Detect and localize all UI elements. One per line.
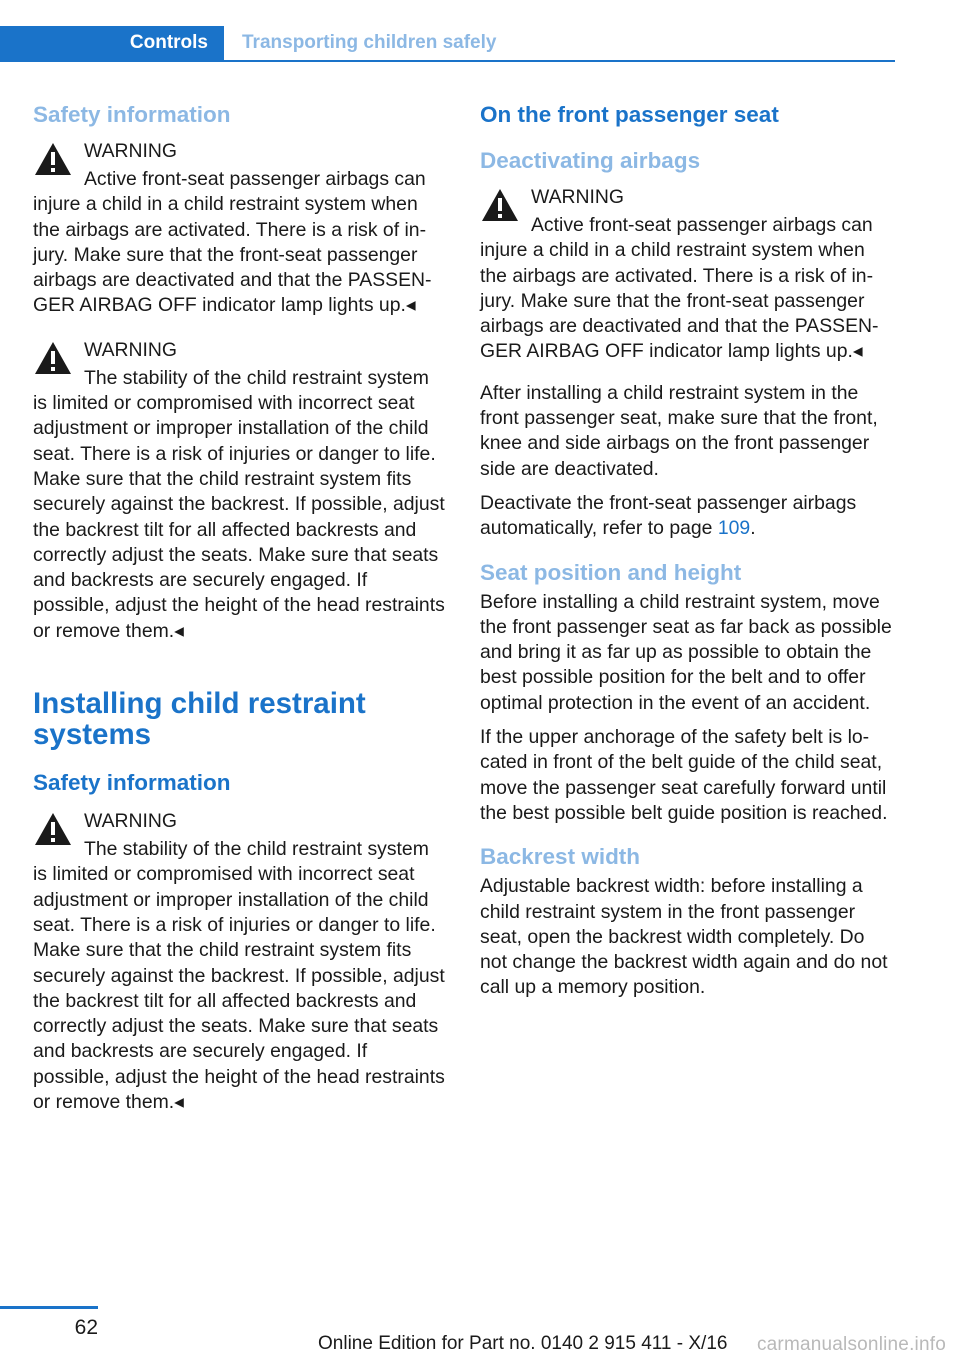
heading-deactivating-airbags: Deactivating airbags [480,148,701,173]
edition-text: Online Edition for Part no. 0140 2 915 411 - X/16 [318,1333,728,1354]
warning-block-stability [33,335,447,644]
warning-block-airbags [33,136,447,319]
heading-seat-position-and-height: Seat position and height [480,559,742,585]
heading-installing-child-restraint-systems: Installing child restraint systems [33,687,366,752]
paragraph-backrest-width: Adjustable backrest width: before installing a child restraint system in the front passenger seat, open the backrest width completely. Do not change the backrest width again and do not call up a memory position. [480,875,888,999]
heading-backrest-width: Backrest width [480,844,641,870]
warning-triangle-icon [33,810,73,848]
warning-title: WARNING [84,140,177,162]
heading-safety-information: Safety information [33,102,231,127]
warning-triangle-icon [33,339,73,377]
warning-text: Active front-seat passenger airbags can injure a child in a child restraint system when the airbags are activated. There is a risk of injury. Make sure that the front-seat passenger airbags are deactivated and that the PASSENGER AIRBAG OFF indicator lamp lights up.◂ [480,214,879,363]
footer-rule [0,1306,98,1309]
paragraph-upper-anchorage: If the upper anchorage of the safety belt is located in front of the belt guide of the child seat, move the passenger seat carefully forward until the best possible belt guide position is reached. [480,726,888,824]
page-header [0,26,895,62]
warning-title: WARNING [84,810,177,833]
warning-text: The stability of the child restraint system is limited or compromised with incorrect seat adjustment or improper installation of the child seat. There is a risk of injuries or danger to life. Make sure that the child restraint system fits securely against the backrest. If possible, adjust the backrest tilt for all affected backrests and correctly adjust the seats. Make sure that seats and backrests are securely engaged. If possible, adjust the height of the head restraints or remove them.◂ [33,366,445,642]
heading-safety-information-2: Safety information [33,770,231,796]
warning-block-stability-2 [33,806,447,1115]
warning-block-airbags-2 [480,182,894,365]
warning-triangle-icon [480,186,520,224]
paragraph-deactivate-automatically [480,491,894,542]
heading-on-front-passenger-seat: On the front passenger seat [480,102,779,127]
section-tab-controls[interactable]: Controls [0,26,224,60]
deactivate-text: Deactivate the front-seat passenger airbags automatically, refer to page [480,491,857,540]
watermark: carmanualsonline.info [756,1334,946,1355]
page-number: 62 [74,1316,98,1339]
warning-text: Active front-seat passenger airbags can injure a child in a child restraint system when the airbags are activated. There is a risk of injury. Make sure that the front-seat passenger airbags are deactivated and that the PASSENGER AIRBAG OFF indicator lamp lights up.◂ [33,168,432,317]
deactivate-suffix: . [750,517,756,540]
warning-text: The stability of the child restraint system is limited or compromised with incorrect seat adjustment or improper installation of the child seat. There is a risk of injuries or danger to life. Make sure that the child restraint system fits securely against the backrest. If possible, adjust the backrest tilt for all affected backrests and correctly adjust the seats. Make sure that seats and backrests are securely engaged. If possible, adjust the height of the head restraints or remove them.◂ [33,838,445,1114]
paragraph-seat-position: Before installing a child restraint system, move the front passenger seat as far back as possible and bring it as far up as possible to obtain the best possible position for the belt and to offer optimal protection in the event of an accident. [480,590,892,714]
paragraph-after-installing: After installing a child restraint system in the front passenger seat, make sure that the front, knee and side airbags on the front passenger side are deactivated. [480,381,878,480]
header-rule [0,60,895,62]
page-reference-link[interactable]: 109 [717,517,751,540]
chapter-title[interactable]: Transporting children safely [242,32,497,53]
left-column [33,98,447,1131]
right-column [480,98,894,1010]
warning-title: WARNING [84,338,177,361]
warning-title: WARNING [531,186,624,208]
warning-triangle-icon [33,140,73,178]
